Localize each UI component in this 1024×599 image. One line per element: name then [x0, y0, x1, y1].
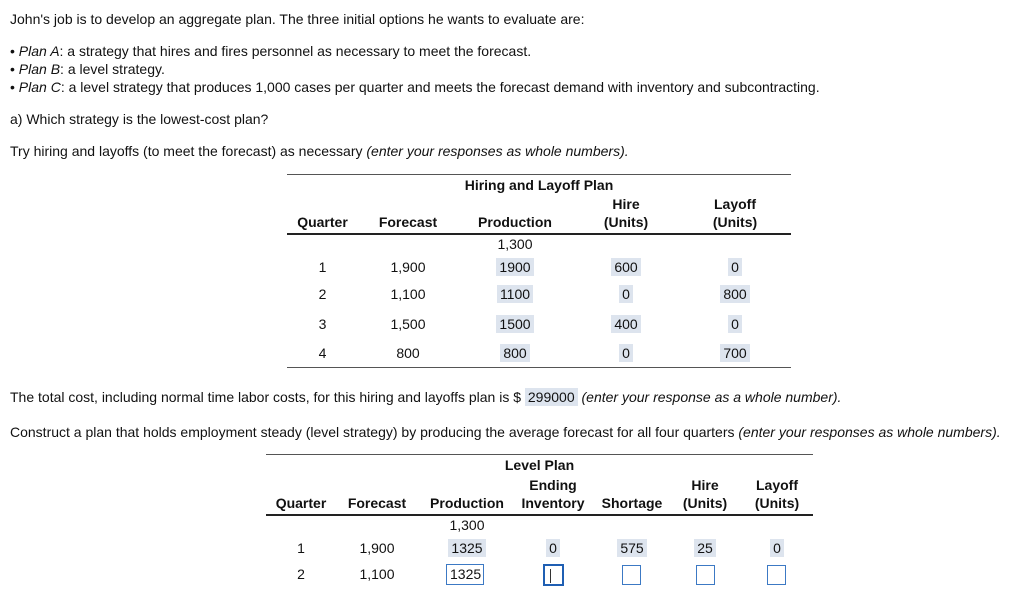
table-title: Level Plan — [504, 457, 575, 473]
hire-value[interactable]: 600 — [611, 258, 640, 276]
total-cost-line — [10, 388, 841, 406]
table-row-quarter: 2 — [297, 566, 305, 582]
table-row-forecast: 800 — [396, 345, 420, 361]
total-cost-note: (enter your response as a whole number). — [581, 389, 842, 405]
production-answer[interactable] — [422, 539, 512, 557]
question-a: a) Which strategy is the lowest-cost plan? — [10, 111, 269, 127]
hire-value[interactable]: 0 — [619, 285, 633, 303]
header-hire-units: (Units) — [682, 495, 728, 511]
hire-input[interactable] — [696, 565, 715, 585]
header-production: Production — [430, 495, 504, 511]
hire-answer[interactable] — [675, 539, 735, 557]
table-top-rule — [287, 174, 791, 175]
production-value[interactable]: 1325 — [448, 539, 485, 557]
header-ending: Ending — [529, 477, 577, 493]
table-row-forecast: 1,100 — [359, 566, 395, 582]
header-rule — [287, 233, 791, 235]
production-answer[interactable] — [470, 344, 560, 362]
layoff-value[interactable]: 800 — [720, 285, 749, 303]
table-title: Hiring and Layoff Plan — [464, 177, 614, 193]
layoff-value[interactable]: 700 — [720, 344, 749, 362]
initial-production: 1,300 — [497, 236, 533, 252]
table-row-quarter: 2 — [318, 286, 327, 302]
header-hire: Hire — [691, 477, 719, 493]
plan-desc: : a level strategy that produces 1,000 cases per quarter and meets the forecast demand with inventory and subcontracting. — [60, 79, 820, 95]
layoff-answer[interactable] — [744, 539, 810, 557]
hire-answer[interactable] — [596, 315, 656, 333]
intro-text: John's job is to develop an aggregate plan. The three initial options he wants to evaluate are: — [10, 11, 585, 27]
ending-inventory-input[interactable] — [543, 564, 564, 586]
table-row-quarter: 1 — [318, 259, 327, 275]
hire-value[interactable]: 400 — [611, 315, 640, 333]
layoff-answer[interactable] — [700, 344, 770, 362]
production-value[interactable]: 1500 — [496, 315, 533, 333]
bullet: • — [10, 43, 15, 59]
ending-inventory-value[interactable]: 0 — [546, 539, 560, 557]
production-answer[interactable] — [470, 258, 560, 276]
table-bottom-rule — [287, 367, 791, 368]
hiring-instruction — [10, 143, 629, 160]
plan-a-item — [10, 43, 531, 60]
shortage-answer[interactable] — [596, 539, 668, 557]
production-value[interactable]: 800 — [500, 344, 529, 362]
production-answer[interactable] — [470, 315, 560, 333]
production-value[interactable]: 1100 — [497, 285, 533, 303]
level-instruction-text: Construct a plan that holds employment steady (level strategy) by producing the average forecast for all four quarters — [10, 424, 739, 440]
bullet: • — [10, 79, 15, 95]
table-row-quarter: 4 — [318, 345, 327, 361]
hire-answer[interactable] — [596, 344, 656, 362]
table-row-forecast: 1,900 — [390, 259, 426, 275]
plan-b-item — [10, 61, 165, 78]
total-cost-answer[interactable]: 299000 — [525, 388, 578, 406]
initial-production: 1,300 — [449, 517, 485, 533]
plan-name: Plan C — [18, 79, 61, 95]
shortage-input[interactable] — [622, 565, 641, 585]
bullet: • — [10, 61, 15, 77]
header-quarter: Quarter — [297, 214, 348, 230]
layoff-answer[interactable] — [700, 285, 770, 303]
table-row-quarter: 1 — [297, 540, 305, 556]
plan-name: Plan A — [18, 43, 60, 59]
header-layoff: Layoff — [756, 477, 798, 493]
plan-name: Plan B — [18, 61, 61, 77]
header-layoff-units: (Units) — [754, 495, 800, 511]
plan-desc: : a level strategy. — [60, 61, 165, 77]
layoff-value[interactable]: 0 — [728, 315, 742, 333]
table-row-forecast: 1,900 — [359, 540, 395, 556]
layoff-input[interactable] — [767, 565, 786, 585]
header-quarter: Quarter — [275, 495, 327, 511]
header-layoff: Layoff — [714, 196, 756, 212]
level-instruction — [10, 424, 1001, 441]
header-hire-units: (Units) — [603, 214, 649, 230]
layoff-value[interactable]: 0 — [770, 539, 784, 557]
instruction-note: (enter your responses as whole numbers). — [366, 143, 629, 159]
production-value[interactable]: 1900 — [496, 258, 533, 276]
header-forecast: Forecast — [378, 214, 438, 230]
level-instruction-note: (enter your responses as whole numbers). — [738, 424, 1001, 440]
layoff-answer[interactable] — [700, 315, 770, 333]
plan-c-item — [10, 79, 820, 96]
header-hire: Hire — [612, 196, 640, 212]
table-row-forecast: 1,100 — [390, 286, 426, 302]
table-row-forecast: 1,500 — [390, 316, 426, 332]
hire-answer[interactable] — [596, 258, 656, 276]
layoff-answer[interactable] — [700, 258, 770, 276]
ending-inventory-answer[interactable] — [516, 539, 590, 557]
header-layoff-units: (Units) — [712, 214, 758, 230]
hire-value[interactable]: 0 — [619, 344, 633, 362]
header-production: Production — [478, 214, 552, 230]
production-answer[interactable] — [470, 285, 560, 303]
shortage-value[interactable]: 575 — [617, 539, 646, 557]
table-row-quarter: 3 — [318, 316, 327, 332]
production-input[interactable]: 1325 — [446, 564, 484, 585]
hire-answer[interactable] — [596, 285, 656, 303]
hire-value[interactable]: 25 — [694, 539, 716, 557]
header-shortage: Shortage — [601, 495, 663, 511]
plan-desc: : a strategy that hires and fires personnel as necessary to meet the forecast. — [59, 43, 532, 59]
table-top-rule — [266, 454, 813, 455]
instruction-text: Try hiring and layoffs (to meet the forecast) as necessary — [10, 143, 367, 159]
header-inventory: Inventory — [521, 495, 585, 511]
total-cost-text: The total cost, including normal time labor costs, for this hiring and layoffs plan is $ — [10, 389, 521, 405]
text-cursor — [550, 569, 551, 583]
layoff-value[interactable]: 0 — [728, 258, 742, 276]
header-rule — [266, 514, 813, 516]
header-forecast: Forecast — [347, 495, 407, 511]
